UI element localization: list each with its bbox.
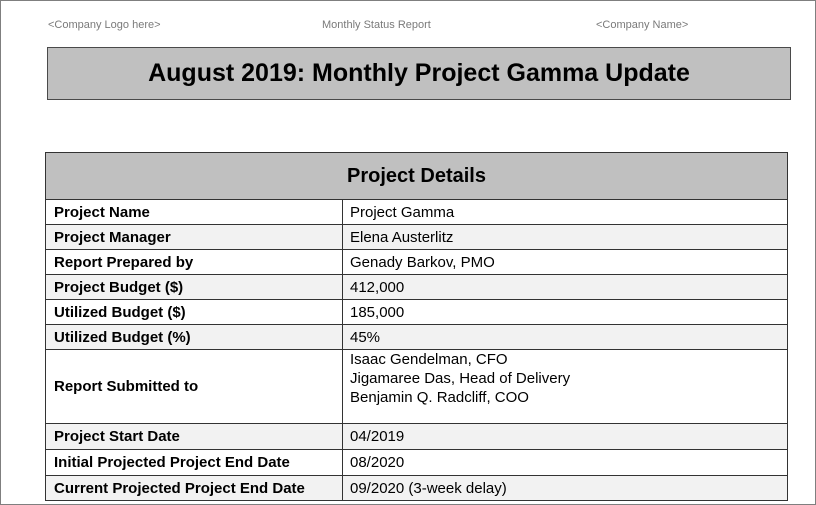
row-value: 45% <box>350 328 381 346</box>
row-label: Project Name <box>46 200 343 224</box>
row-label: Project Budget ($) <box>46 275 343 299</box>
company-name-placeholder: <Company Name> <box>596 19 689 31</box>
row-value: 09/2020 (3-week delay) <box>350 479 507 497</box>
project-details-heading: Project Details <box>46 153 787 200</box>
row-value: 08/2020 <box>350 454 405 471</box>
row-label: Initial Projected Project End Date <box>46 450 343 475</box>
table-row <box>46 225 787 250</box>
recipient-item: Jigamaree Das, Head of Delivery <box>350 370 571 387</box>
project-details-table <box>45 152 788 501</box>
page-header <box>0 19 816 33</box>
report-type-label: Monthly Status Report <box>322 19 431 31</box>
row-label: Project Manager <box>46 225 343 249</box>
row-value: Genady Barkov, PMO <box>350 253 495 271</box>
table-row <box>46 325 787 350</box>
row-label: Report Prepared by <box>46 250 343 274</box>
row-label: Project Start Date <box>46 424 343 449</box>
row-value: Project Gamma <box>350 203 455 221</box>
row-value-list <box>343 350 787 423</box>
row-value: 04/2019 <box>350 428 405 445</box>
row-value: 412,000 <box>350 278 405 296</box>
row-label: Report Submitted to <box>46 350 343 423</box>
table-row <box>46 200 787 225</box>
table-row <box>46 476 787 500</box>
table-row <box>46 450 787 476</box>
row-label: Current Projected Project End Date <box>46 476 343 500</box>
table-row <box>46 250 787 275</box>
table-row <box>46 424 787 450</box>
row-value: Elena Austerlitz <box>350 228 454 246</box>
row-label: Utilized Budget ($) <box>46 300 343 324</box>
recipient-item: Isaac Gendelman, CFO <box>350 351 508 368</box>
table-row <box>46 275 787 300</box>
row-value: 185,000 <box>350 303 405 321</box>
table-row <box>46 300 787 325</box>
report-title: August 2019: Monthly Project Gamma Update <box>47 47 791 100</box>
table-row <box>46 350 787 424</box>
recipient-item: Benjamin Q. Radcliff, COO <box>350 389 529 406</box>
row-label: Utilized Budget (%) <box>46 325 343 349</box>
company-logo-placeholder: <Company Logo here> <box>48 19 161 31</box>
